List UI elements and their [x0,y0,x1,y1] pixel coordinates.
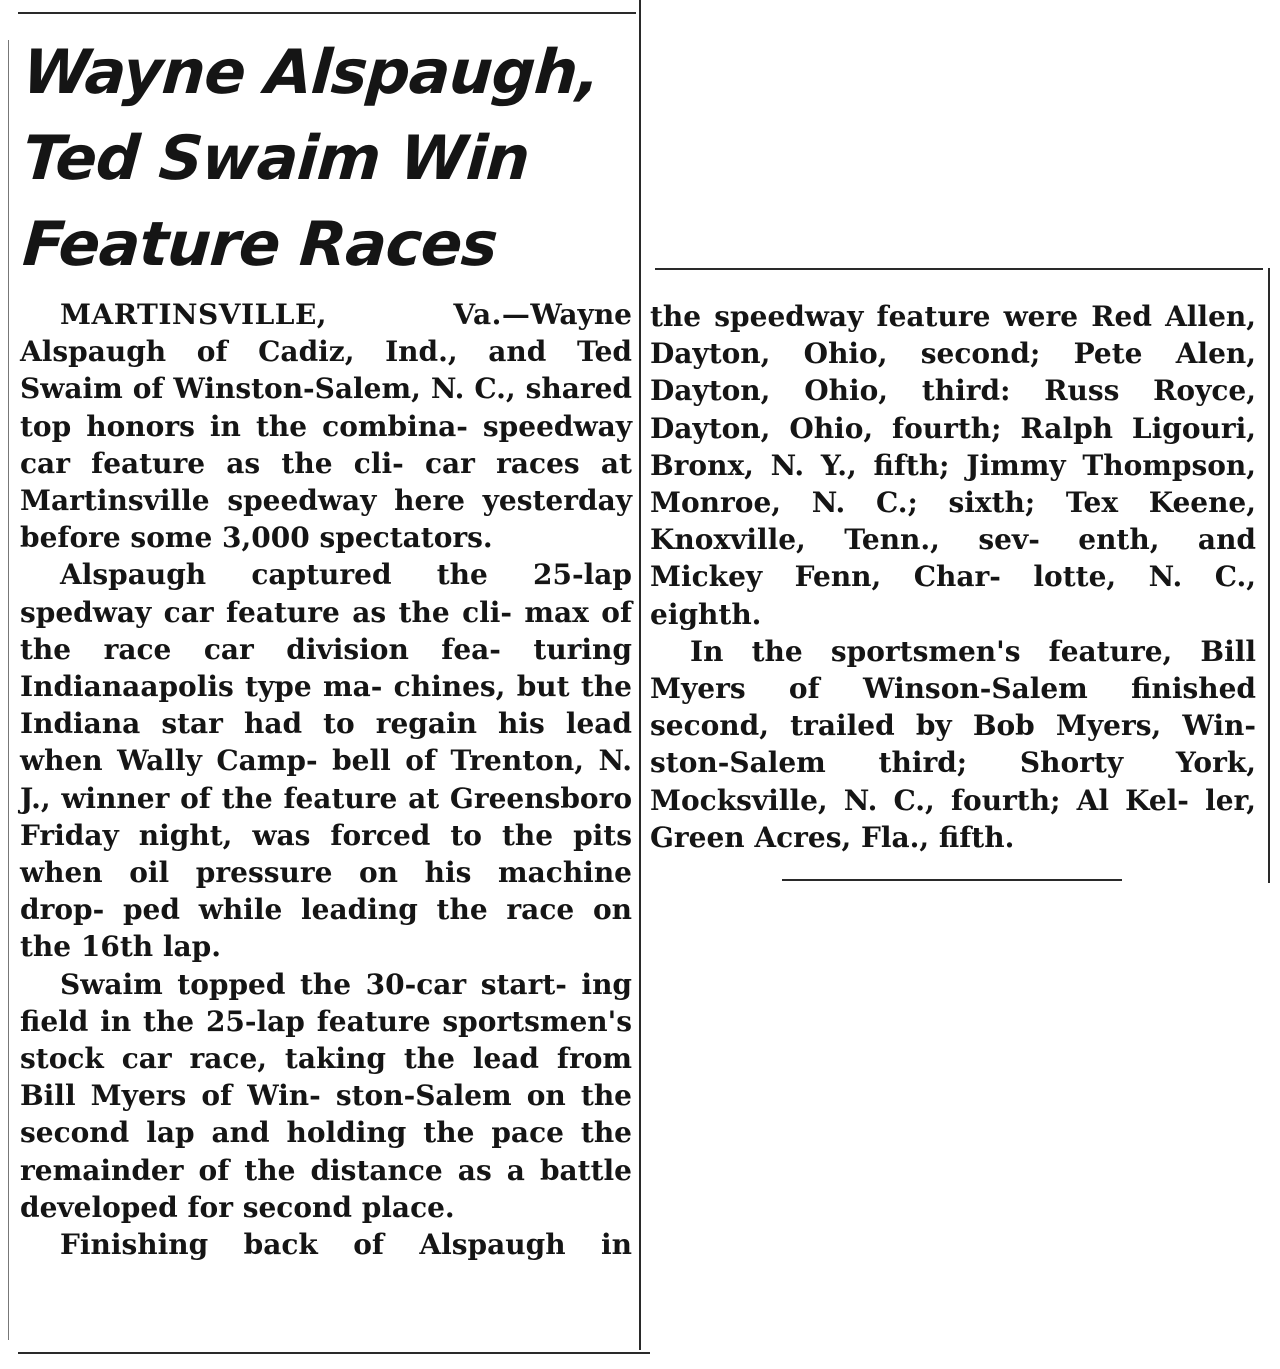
paragraph-3: Swaim topped the 30-car start- ing field in the 25-lap feature sportsmen's stock car race, taking the lead from Bill Myers of Win- ston-Salem on the second lap and holding the pace the remainder of the distance as a battle developed for second place. [20,967,632,1224]
continued-paragraph-2: In the sportsmen's feature, Bill Myers of Winson-Salem finished second, trailed by Bob Myers, Win- ston-Salem third; Shorty York, Mocksville, N. C., fourth; Al Kel- ler, Green Acres, Fla., fifth. [650,634,1256,854]
paragraph-4: Finishing back of Alspaugh in [60,1228,632,1262]
article-column-2 [650,298,1256,856]
bottom-rule [18,1352,650,1354]
right-margin-rule [1268,268,1270,883]
continued-paragraph-1: the speedway feature were Red Allen, Dayton, Ohio, second; Pete Alen, Dayton, Ohio, third: Russ Royce, Dayton, Ohio, fourth; Ralph Ligouri, Bronx, N. Y., fifth; Jimmy Thompson, Monroe, N. C.; sixth; Tex Keene, Knoxville, Tenn., sev- enth, and Mickey Fenn, Char- lotte, N. C., eighth. [650,300,1256,631]
left-margin-rule [8,40,9,1340]
headline-line-2: Ted Swaim Win [20,123,532,194]
paragraph-2: Alspaugh captured the 25-lap spedway car feature as the cli- max of the race car division fea- turing Indianaapolis type ma- chines, but the Indiana star had to regain his lead when Wally Camp- bell of Trenton, N. J., winner of the feature at Greensboro Friday night, was forced to the pits when oil pressure on his machine drop- ped while leading the race on the 16th lap. [20,558,632,964]
article-column-1 [20,30,632,1263]
column-divider [639,0,641,1350]
dateline: MARTINSVILLE, Va.— [60,298,531,331]
headline-line-1: Wayne Alspaugh, [20,37,602,108]
continuation-top-rule [655,268,1263,270]
headline [20,30,632,288]
headline-line-3: Feature Races [20,209,500,280]
lead-paragraph [20,296,632,556]
top-rule-left [18,12,636,14]
end-of-article-rule [782,879,1122,881]
paragraph-1-text: Wayne Alspaugh of Cadiz, Ind., and Ted Swaim of Winston-Salem, N. C., shared top honors in the combina- speedway car feature as the cli- car races at Martinsville speedway here yesterday before some 3,000 spectators. [20,298,632,555]
